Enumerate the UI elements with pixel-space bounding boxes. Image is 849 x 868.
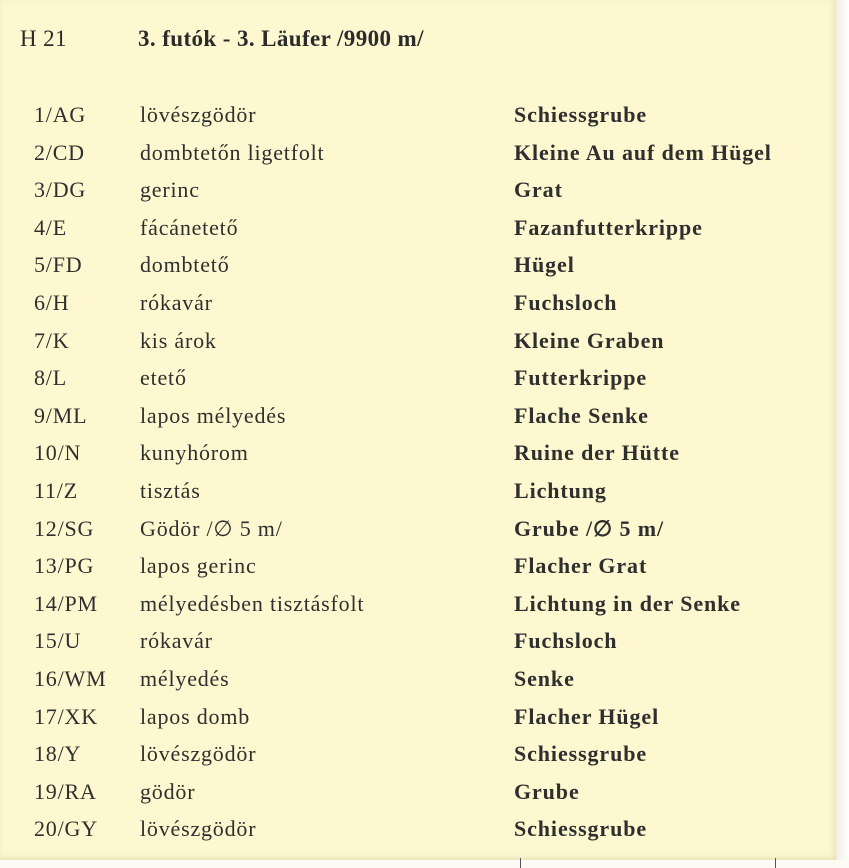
german-description: Schiessgrube — [514, 816, 648, 842]
control-code: 16/WM — [34, 665, 107, 691]
hungarian-description: mélyedésben tisztásfolt — [140, 590, 365, 616]
hungarian-description: lövészgödör — [140, 741, 257, 767]
control-row — [0, 434, 836, 472]
control-row — [0, 134, 836, 172]
german-description: Schiessgrube — [514, 741, 648, 767]
german-description: Senke — [514, 665, 575, 691]
german-description: Flache Senke — [514, 402, 649, 428]
german-description: Fuchsloch — [514, 289, 618, 315]
german-description: Kleine Au auf dem Hügel — [514, 139, 772, 165]
hungarian-description: tisztás — [140, 477, 201, 503]
german-description: Flacher Grat — [514, 553, 648, 579]
hungarian-description: lapos domb — [140, 703, 251, 729]
german-description: Ruine der Hütte — [514, 440, 680, 466]
control-row — [0, 660, 836, 698]
hungarian-description: etető — [140, 365, 187, 391]
hungarian-description: kis árok — [140, 327, 217, 353]
german-description: Grat — [514, 177, 563, 203]
german-description: Kleine Graben — [514, 327, 665, 353]
control-code: 7/K — [34, 327, 70, 353]
paper-edge — [0, 860, 849, 868]
control-code: 17/XK — [34, 703, 98, 729]
control-code: 2/CD — [34, 139, 85, 165]
control-code: 3/DG — [34, 177, 87, 203]
hungarian-description: dombtetőn ligetfolt — [140, 139, 325, 165]
hungarian-description: lövészgödör — [140, 816, 257, 842]
control-code: 18/Y — [34, 741, 82, 767]
german-description: Flacher Hügel — [514, 703, 660, 729]
control-row — [0, 397, 836, 435]
control-row — [0, 622, 836, 660]
control-code: 14/PM — [34, 590, 98, 616]
control-list — [0, 96, 836, 848]
hungarian-description: kunyhórom — [140, 440, 249, 466]
german-description: Schiessgrube — [514, 102, 648, 127]
hungarian-description: rókavár — [140, 628, 213, 654]
control-row — [0, 735, 836, 773]
control-row — [0, 284, 836, 322]
hungarian-description: rókavár — [140, 289, 213, 315]
control-row — [0, 322, 836, 360]
control-row — [0, 171, 836, 209]
control-code: 12/SG — [34, 515, 95, 541]
german-description: Hügel — [514, 252, 575, 278]
control-code: 6/H — [34, 289, 70, 315]
control-code: 1/AG — [34, 102, 87, 127]
control-row — [0, 698, 836, 736]
control-row — [0, 510, 836, 548]
german-description: Grube /∅ 5 m/ — [514, 515, 665, 541]
control-code: 8/L — [34, 365, 67, 391]
control-row — [0, 359, 836, 397]
hungarian-description: gödör — [140, 778, 196, 804]
control-row — [0, 209, 836, 247]
control-row — [0, 246, 836, 284]
control-row — [0, 547, 836, 585]
control-code: 9/ML — [34, 402, 88, 428]
course-title: 3. futók - 3. Läufer /9900 m/ — [138, 26, 424, 51]
hungarian-description: dombtető — [140, 252, 230, 278]
control-code: 13/PG — [34, 553, 95, 579]
german-description: Fuchsloch — [514, 628, 618, 654]
control-code: 10/N — [34, 440, 82, 466]
control-code: 5/FD — [34, 252, 83, 278]
german-description: Futterkrippe — [514, 365, 648, 391]
german-description: Fazanfutterkrippe — [514, 214, 703, 240]
hungarian-description: lapos gerinc — [140, 553, 257, 579]
hungarian-description: fácánetető — [140, 214, 239, 240]
control-row — [0, 810, 836, 848]
scan-mark — [775, 858, 776, 868]
control-code: 15/U — [34, 628, 82, 654]
german-description: Lichtung in der Senke — [514, 590, 741, 616]
control-row — [0, 773, 836, 811]
control-code: 11/Z — [34, 477, 78, 503]
scan-mark — [520, 858, 521, 868]
control-row — [0, 585, 836, 623]
control-code: 20/GY — [34, 816, 98, 842]
hungarian-description: Gödör /∅ 5 m/ — [140, 515, 283, 541]
control-code: 19/RA — [34, 778, 97, 804]
paper-edge — [836, 0, 849, 868]
german-description: Grube — [514, 778, 580, 804]
control-code: 4/E — [34, 214, 67, 240]
german-description: Lichtung — [514, 477, 607, 503]
hungarian-description: lövészgödör — [140, 102, 257, 127]
control-row — [0, 472, 836, 510]
control-row — [0, 96, 836, 134]
hungarian-description: gerinc — [140, 177, 200, 203]
course-code: H 21 — [20, 26, 67, 51]
hungarian-description: lapos mélyedés — [140, 402, 287, 428]
hungarian-description: mélyedés — [140, 665, 230, 691]
